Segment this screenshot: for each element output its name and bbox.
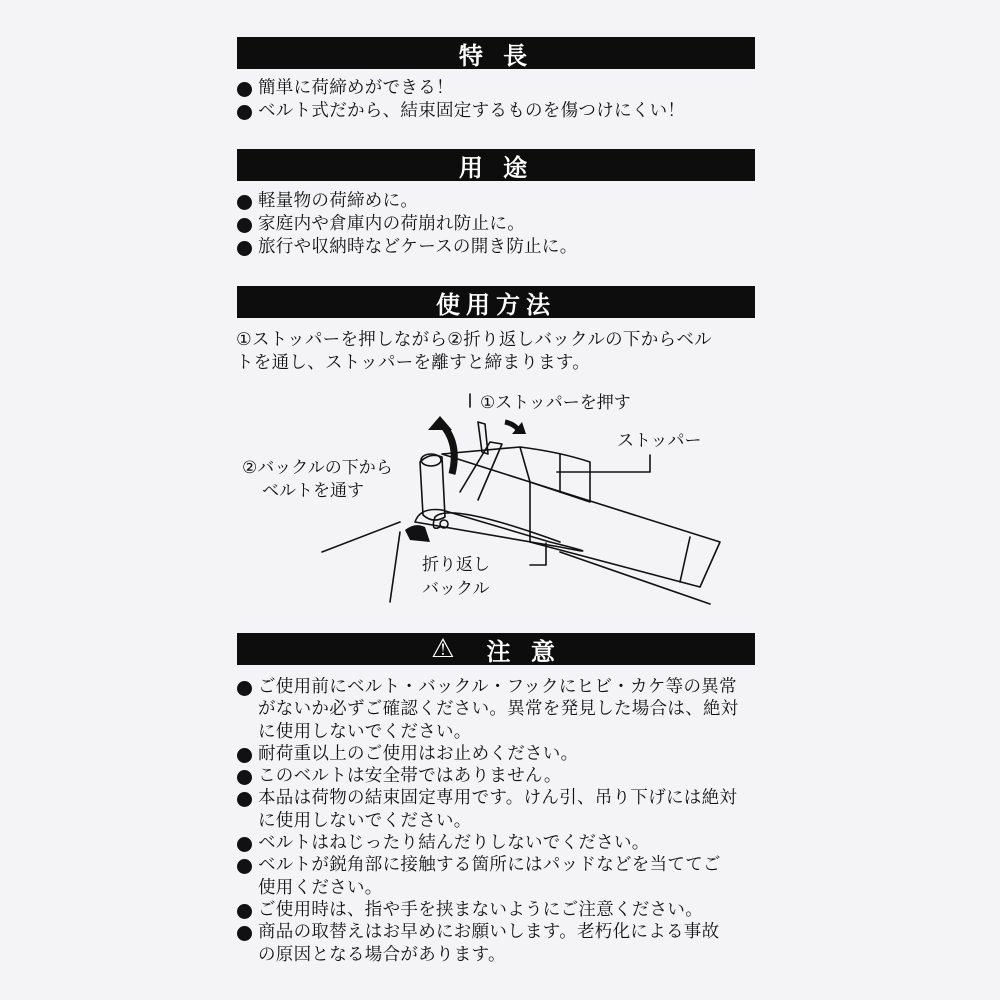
belt-end-line [680, 537, 690, 582]
list-item: ベルトはねじったり結んだりしないでください。 [236, 832, 776, 854]
list-item: 旅行や収納時などケースの開き防止に。 [236, 236, 776, 259]
strap-edge-left-2 [390, 532, 400, 602]
list-item: ご使用前にベルト・バックル・フックにヒビ・カケ等の異常 がないか必ずご確認ください。異常を発見した場合は、絶対 に使用しないでください。 [236, 676, 776, 743]
list-item: 本品は荷物の結束固定専用です。けん引、吊り下げには絶対 に使用しないでください。 [236, 787, 776, 832]
strap-edge-right [560, 552, 710, 604]
uses-list [236, 190, 776, 259]
buckle-label-line2: バックル [422, 579, 490, 599]
strap-dark [405, 525, 430, 542]
instruction-line: トを通し、ストッパーを離すと締まります。 [236, 353, 591, 373]
list-item: ご使用時は、指や手を挟まないようにご注意ください。 [236, 899, 776, 921]
step2-label-line2: ベルトを通す [262, 481, 364, 501]
list-item: 耐荷重以上のご使用はお止めください。 [236, 743, 776, 765]
list-item: 簡単に荷締めができる！ [236, 77, 776, 100]
instruction-line: ①ストッパーを押しながら②折り返しバックルの下からベル [236, 330, 712, 350]
list-item: ベルト式だから、結束固定するものを傷つけにくい！ [236, 100, 776, 123]
uses-title: 用 途 [458, 153, 534, 182]
buckle-diagram [230, 382, 760, 612]
list-item: 家庭内や倉庫内の荷崩れ防止に。 [236, 213, 776, 236]
belt-strap [530, 482, 720, 587]
usage-instructions [236, 329, 776, 375]
callout-stopper [557, 455, 650, 472]
usage-heading [237, 286, 755, 318]
list-item: ベルトが鋭角部に接触する箇所にはパッドなどを当ててご 使用ください。 [236, 854, 776, 899]
list-item: 軽量物の荷締めに。 [236, 190, 776, 213]
caution-list [236, 676, 776, 966]
strap-edge-left [322, 522, 400, 552]
stopper-label: ストッパー [617, 431, 702, 451]
list-item: 商品の取替えはお早めにお願いします。老朽化による事故 の原因となる場合があります。 [236, 921, 776, 966]
buckle-plate [415, 510, 583, 552]
buckle-lower-edge [433, 513, 560, 542]
list-item: このベルトは安全帯ではありません。 [236, 765, 776, 787]
usage-title: 使用方法 [436, 290, 556, 319]
step1-label: ①ストッパーを押す [480, 393, 631, 413]
warning-triangle-icon: ⚠ [431, 634, 461, 664]
stopper-edge [520, 447, 530, 482]
uses-heading [237, 149, 755, 181]
buckle-label-line1: 折り返し [422, 555, 490, 575]
caution-heading [237, 633, 755, 665]
features-list [236, 77, 776, 123]
step2-label-line1: ②バックルの下から [242, 458, 393, 478]
features-heading [237, 37, 755, 69]
caution-title: 注 意 [486, 637, 561, 666]
features-title: 特 長 [458, 41, 534, 70]
thread-arrow-head [428, 416, 452, 430]
